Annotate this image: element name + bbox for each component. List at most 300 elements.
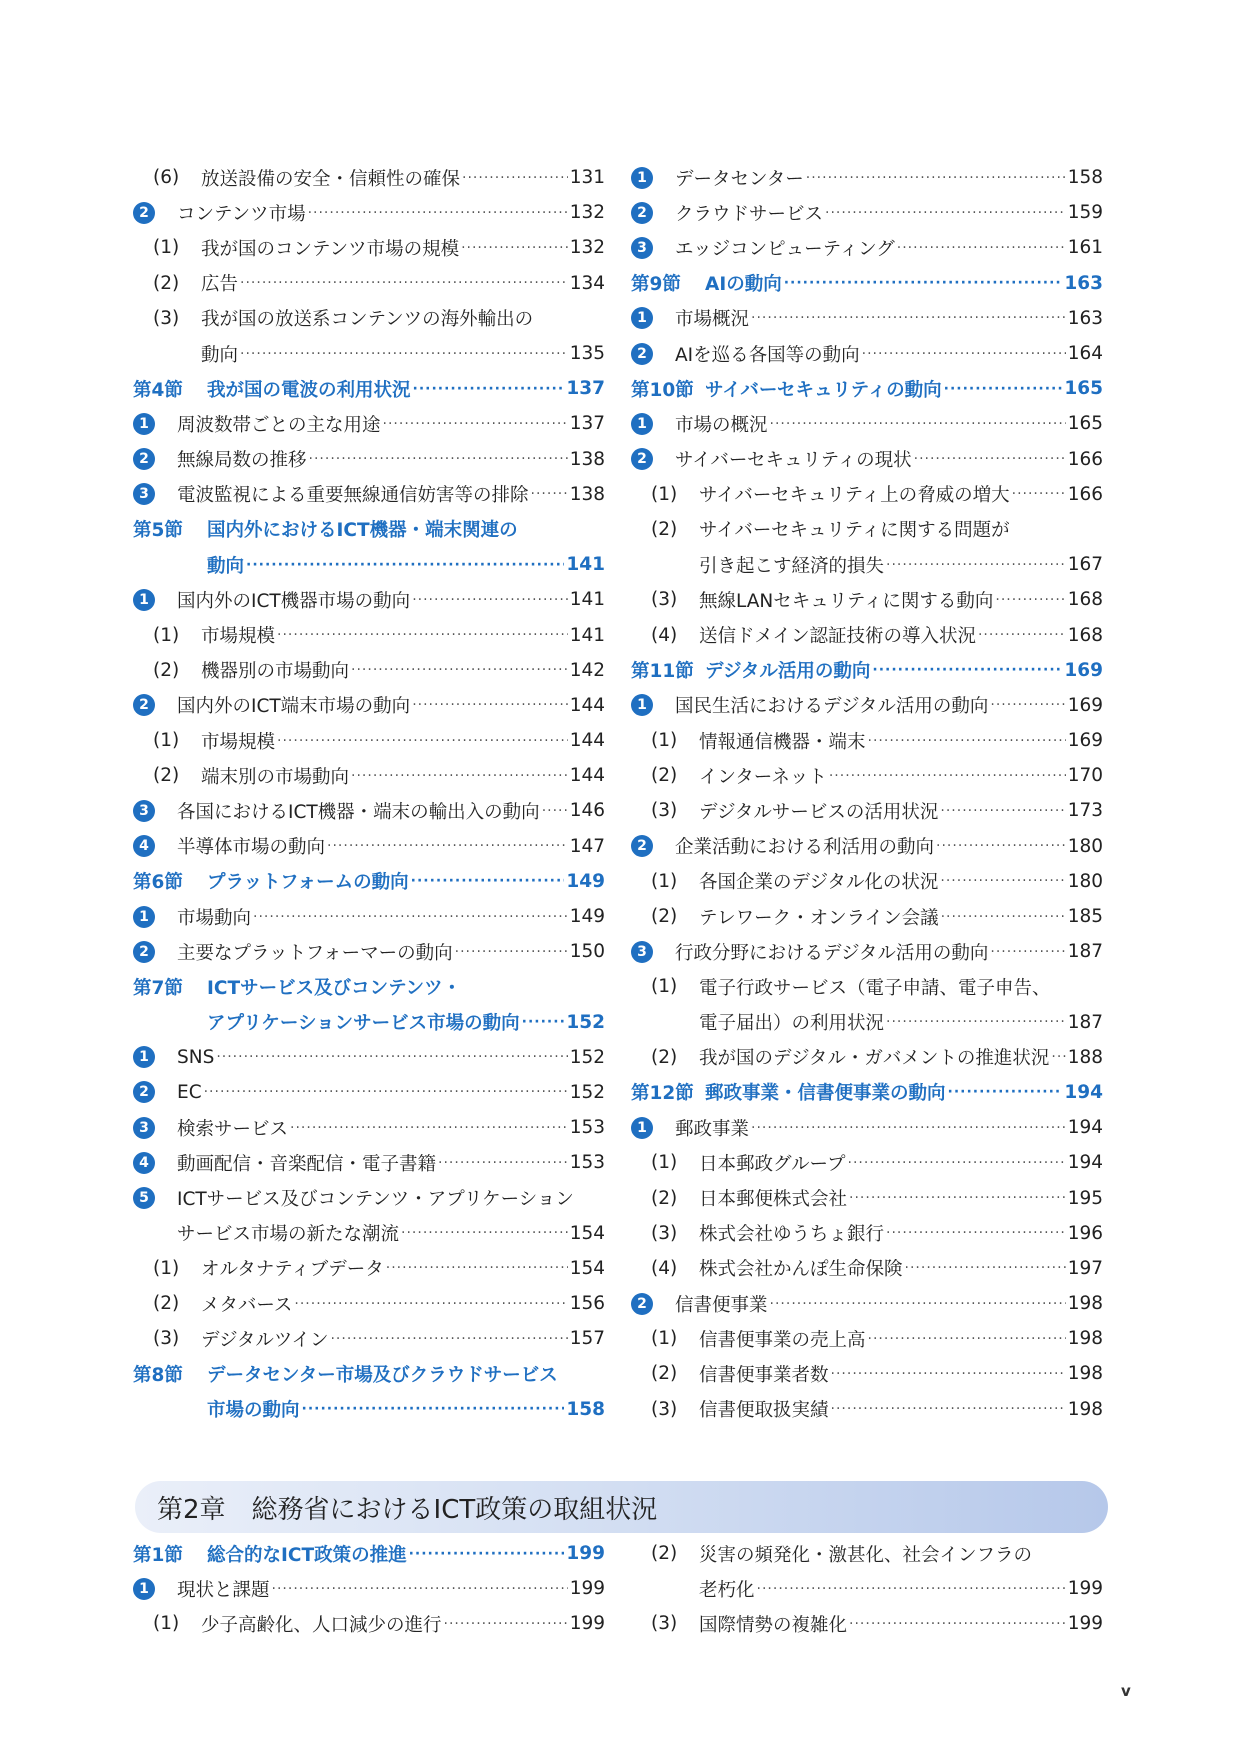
page-reference: 132 [569,202,605,224]
entry-title: サイバーセキュリティの動向 [705,379,942,401]
page-reference: 157 [569,1328,605,1350]
entry-title: 国際情勢の複雑化 [699,1614,848,1636]
dot-leader [990,697,1065,713]
entry-title: 我が国のデジタル・ガバメントの推進状況 [699,1048,1050,1070]
toc-subitem-entry[interactable] [631,969,1103,1004]
page-reference: 152 [566,1011,605,1033]
page-reference: 168 [1067,624,1103,646]
entry-title: 市場概況 [675,309,750,331]
toc-section-entry[interactable] [133,1005,605,1040]
page-reference: 187 [1067,1011,1103,1033]
page-reference: 134 [569,272,605,294]
dot-leader [412,592,568,608]
entry-title: 電波監視による重要無線通信妨害等の排除 [177,485,529,507]
toc-subitem-entry[interactable] [133,266,605,301]
page-reference: 159 [1067,202,1103,224]
page-reference: 197 [1067,1257,1103,1279]
toc-item-entry[interactable] [133,1180,605,1215]
dot-leader [757,1581,1066,1597]
dot-leader [944,381,1063,397]
dot-leader [308,205,568,221]
dot-leader [990,944,1065,960]
dot-leader [941,909,1066,925]
page-reference: 166 [1067,448,1103,470]
page-reference: 167 [1067,554,1103,576]
dot-leader [455,944,568,960]
page-reference: 198 [1067,1328,1103,1350]
toc-subitem-entry[interactable] [133,758,605,793]
numbered-circle-icon [133,448,177,470]
subitem-number: (1) [153,1257,180,1279]
entry-title: 放送設備の安全・信頼性の確保 [201,168,461,190]
page-number: v [1121,1682,1131,1700]
page-reference: 154 [569,1222,605,1244]
page-reference: 198 [1067,1363,1103,1385]
entry-title: デジタルサービスの活用状況 [699,801,939,823]
page-reference: 185 [1067,906,1103,928]
page-reference: 153 [569,1152,605,1174]
entry-title: AIの動向 [705,274,782,296]
subitem-number: (1) [651,976,678,998]
toc-subitem-entry[interactable] [133,617,605,652]
toc-item-entry[interactable] [133,477,605,512]
toc-subitem-entry[interactable] [631,1571,1103,1606]
toc-item-entry[interactable] [133,442,605,477]
entry-title: 主要なプラットフォーマーの動向 [177,942,453,964]
subitem-number: (4) [651,624,678,646]
toc-item-entry[interactable] [631,1286,1103,1321]
page-reference: 146 [569,800,605,822]
entry-title: 行政分野におけるデジタル活用の動向 [675,942,989,964]
toc-subitem-entry[interactable] [133,723,605,758]
entry-title: 動向 [207,555,245,577]
subitem-number: (2) [153,765,180,787]
dot-leader [462,170,568,186]
entry-title: サイバーセキュリティに関する問題が [699,520,1010,542]
entry-title: 少子高齢化、人口減少の進行 [201,1614,442,1636]
toc-item-entry[interactable] [133,829,605,864]
numbered-circle-icon [133,1578,177,1600]
toc-section-entry[interactable] [631,653,1103,688]
number-badge: 2 [631,202,653,224]
subitem-number: (4) [651,1257,678,1279]
subitem-number: (3) [153,1328,180,1350]
page-reference: 195 [1067,1187,1103,1209]
page-reference: 138 [569,483,605,505]
toc-item-entry[interactable] [133,1040,605,1075]
dot-leader [351,662,568,678]
entry-title: サイバーセキュリティ上の脅威の増大 [699,485,1010,507]
toc-subitem-entry[interactable] [631,582,1103,617]
number-badge: 2 [631,343,653,365]
entry-title: デジタルツイン [201,1329,329,1351]
dot-leader [438,1155,568,1171]
entry-title: データセンター [675,168,804,190]
page-reference: 141 [569,624,605,646]
toc-section-entry[interactable] [631,371,1103,406]
entry-title: サービス市場の新たな潮流 [177,1224,400,1246]
subitem-number: (1) [651,483,678,505]
toc-subitem-entry[interactable] [631,1321,1103,1356]
dot-leader [409,1546,565,1562]
dot-leader [386,1260,568,1276]
toc-subitem-entry[interactable] [631,1536,1103,1571]
toc-item-entry[interactable] [133,688,605,723]
dot-leader [849,1616,1066,1632]
section-number: 第10節 [631,379,694,401]
subitem-number: (2) [651,1543,678,1565]
entry-title: アプリケーションサービス市場の動向 [207,1013,520,1035]
toc-subitem-entry[interactable] [133,230,605,265]
numbered-circle-icon [631,1293,675,1315]
page-reference: 149 [566,870,605,892]
page-reference: 135 [569,343,605,365]
toc-item-entry[interactable] [631,829,1103,864]
dot-leader [831,1366,1066,1382]
dot-leader [751,1120,1066,1136]
page-reference: 152 [569,1081,605,1103]
entry-title: 情報通信機器・端末 [699,731,866,753]
numbered-circle-icon [133,202,177,224]
toc-subitem-entry[interactable] [631,1392,1103,1427]
dot-leader [1051,1049,1065,1065]
entry-title: 我が国の放送系コンテンツの海外輸出の [201,309,534,331]
subitem-number: (2) [153,272,180,294]
numbered-circle-icon [133,1187,177,1209]
dot-leader [253,909,568,925]
entry-title: 信書便取扱実績 [699,1400,829,1422]
toc-item-entry[interactable] [631,688,1103,723]
subitem-number: (2) [153,1293,180,1315]
subitem-number: (1) [651,1328,678,1350]
dot-leader [829,768,1066,784]
dot-leader [886,557,1066,573]
number-badge: 1 [133,1578,155,1600]
number-badge: 3 [133,800,155,822]
page-reference: 166 [1067,483,1103,505]
toc-item-entry[interactable] [133,1075,605,1110]
entry-title: 各国企業のデジタル化の状況 [699,872,939,894]
toc-right-column [631,160,1103,1427]
toc-subitem-entry[interactable] [631,899,1103,934]
number-badge: 2 [133,448,155,470]
entry-title: 広告 [201,274,239,296]
section-number: 第4節 [133,379,183,401]
page-reference: 163 [1067,307,1103,329]
entry-title: 信書便事業の売上高 [699,1329,866,1351]
numbered-circle-icon [133,483,177,505]
toc-item-entry[interactable] [631,406,1103,441]
dot-leader [542,803,568,819]
toc-section-entry[interactable] [631,266,1103,301]
page-reference: 154 [569,1257,605,1279]
dot-leader [905,1260,1066,1276]
toc-section-entry[interactable] [133,371,605,406]
page-reference: 132 [569,237,605,259]
toc-section-entry[interactable] [133,547,605,582]
number-badge: 4 [133,835,155,857]
entry-title: 日本郵便株式会社 [699,1189,848,1211]
dot-leader [401,1225,568,1241]
entry-title: ICTサービス及びコンテンツ・ [207,977,462,999]
dot-leader [290,1120,568,1136]
page-reference: 198 [1067,1398,1103,1420]
dot-leader [914,451,1066,467]
toc-subitem-entry[interactable] [631,1251,1103,1286]
toc-subitem-entry[interactable] [133,653,605,688]
entry-title: 市場の概況 [675,414,768,436]
page-reference: 137 [566,378,605,400]
subitem-number: (2) [651,1046,678,1068]
numbered-circle-icon [631,413,675,435]
subitem-number: (1) [153,730,180,752]
page-reference: 165 [1067,413,1103,435]
dot-leader [770,1296,1066,1312]
toc-subitem-entry[interactable] [631,1180,1103,1215]
page-reference: 188 [1067,1046,1103,1068]
number-badge: 5 [133,1187,155,1209]
number-badge: 1 [631,413,653,435]
toc-subitem-entry[interactable] [631,1040,1103,1075]
toc-item-entry[interactable] [133,582,605,617]
dot-leader [412,697,568,713]
entry-title: テレワーク・オンライン会議 [699,907,939,929]
subitem-number: (2) [651,518,678,540]
number-badge: 1 [133,906,155,928]
toc-item-entry[interactable] [133,899,605,934]
toc-subitem-entry[interactable] [631,864,1103,899]
dot-leader [240,346,568,362]
toc-item-entry[interactable] [133,934,605,969]
numbered-circle-icon [631,941,675,963]
entry-title: ICTサービス及びコンテンツ・アプリケーション [177,1189,574,1211]
subitem-number: (1) [651,730,678,752]
toc-left-column [133,160,605,1427]
toc-subitem-entry[interactable] [631,547,1103,582]
dot-leader [849,1190,1066,1206]
toc-section-entry[interactable] [631,1075,1103,1110]
toc-section-entry[interactable] [133,512,605,547]
entry-title: 動向 [201,344,239,366]
subitem-number: (2) [153,659,180,681]
subitem-number: (1) [153,1613,180,1635]
numbered-circle-icon [631,343,675,365]
dot-leader [461,240,568,256]
page-reference: 180 [1067,870,1103,892]
toc-item-entry[interactable] [631,934,1103,969]
toc-subitem-entry[interactable] [133,1321,605,1356]
page-reference: 144 [569,765,605,787]
dot-leader [444,1616,568,1632]
number-badge: 2 [631,835,653,857]
entry-title: メタバース [201,1294,293,1316]
entry-title: 市場規模 [201,731,276,753]
toc-subitem-entry[interactable] [631,617,1103,652]
dot-leader [770,416,1066,432]
entry-title: 市場動向 [177,907,252,929]
section-number: 第1節 [133,1544,183,1566]
entry-title: 郵政事業・信書便事業の動向 [705,1083,946,1105]
entry-title: 株式会社ゆうちょ銀行 [699,1224,885,1246]
dot-leader [806,170,1066,186]
toc-subitem-entry[interactable] [133,301,605,336]
numbered-circle-icon [133,1117,177,1139]
numbered-circle-icon [631,694,675,716]
dot-leader [240,275,568,291]
toc-subitem-entry[interactable] [631,723,1103,758]
toc-subitem-entry[interactable] [631,1216,1103,1251]
subitem-number: (3) [651,1398,678,1420]
toc-subitem-entry[interactable] [631,1005,1103,1040]
dot-leader [784,275,1063,291]
entry-title: 国民生活におけるデジタル活用の動向 [675,696,989,718]
toc-item-entry[interactable] [631,442,1103,477]
numbered-circle-icon [133,906,177,928]
page-reference: 194 [1064,1081,1103,1103]
toc-item-entry[interactable] [133,793,605,828]
dot-leader [936,838,1066,854]
toc-item-entry[interactable] [631,1110,1103,1145]
toc-item-entry[interactable] [631,301,1103,336]
number-badge: 3 [631,941,653,963]
dot-leader [309,451,568,467]
toc-item-entry[interactable] [133,1110,605,1145]
entry-title: 周波数帯ごとの主な用途 [177,414,381,436]
entry-title: 市場規模 [201,626,276,648]
toc-subitem-entry[interactable] [133,1606,605,1641]
page-reference: 169 [1067,694,1103,716]
page-reference: 187 [1067,941,1103,963]
page-reference: 141 [566,554,605,576]
toc-subitem-entry[interactable] [133,336,605,371]
numbered-circle-icon [631,307,675,329]
page-reference: 153 [569,1117,605,1139]
toc-item-entry[interactable] [631,336,1103,371]
toc-subitem-entry[interactable] [631,793,1103,828]
subitem-number: (3) [153,307,180,329]
entry-title: クラウドサービス [675,203,824,225]
entry-title: デジタル活用の動向 [705,661,871,683]
entry-title: プラットフォームの動向 [207,872,409,894]
subitem-number: (3) [651,1222,678,1244]
chapter-heading-band [135,1481,1108,1533]
toc-subitem-entry[interactable] [133,1251,605,1286]
dot-leader [948,1084,1063,1100]
entry-title: 国内外のICT端末市場の動向 [177,696,411,718]
toc-section-entry[interactable] [133,1356,605,1391]
number-badge: 1 [133,413,155,435]
dot-leader [848,1155,1066,1171]
entry-title: 送信ドメイン認証技術の導入状況 [699,626,976,648]
page-reference: 161 [1067,237,1103,259]
page-reference: 163 [1064,272,1103,294]
numbered-circle-icon [133,1152,177,1174]
toc-section-entry[interactable] [133,969,605,1004]
toc-section-entry[interactable] [133,1392,605,1427]
toc-item-entry[interactable] [133,1571,605,1606]
number-badge: 1 [133,589,155,611]
number-badge: 3 [133,1117,155,1139]
dot-leader [531,486,568,502]
page-reference: 165 [1064,378,1103,400]
page-reference: 131 [569,167,605,189]
toc-section-entry[interactable] [133,1536,605,1571]
toc-item-entry[interactable] [133,1145,605,1180]
subitem-number: (3) [651,1613,678,1635]
subitem-number: (3) [651,589,678,611]
entry-title: 各国におけるICT機器・端末の輸出入の動向 [177,801,540,823]
toc-subitem-entry[interactable] [631,1145,1103,1180]
section-number: 第11節 [631,661,694,683]
entry-title: 電子届出）の利用状況 [699,1013,885,1035]
page-reference: 199 [569,1613,605,1635]
toc-subitem-entry[interactable] [631,512,1103,547]
toc-subitem-entry[interactable] [631,1356,1103,1391]
entry-title: SNS [177,1046,215,1068]
dot-leader [246,557,564,573]
dot-leader [413,381,565,397]
entry-title: 郵政事業 [675,1118,750,1140]
toc-item-entry[interactable] [631,160,1103,195]
entry-title: 我が国のコンテンツ市場の規模 [201,238,460,260]
dot-leader [825,205,1066,221]
entry-title: 現状と課題 [177,1579,270,1601]
dot-leader [272,1581,568,1597]
entry-title: 動画配信・音楽配信・電子書籍 [177,1153,437,1175]
toc-subitem-entry[interactable] [631,758,1103,793]
subitem-number: (2) [651,1187,678,1209]
dot-leader [330,1331,567,1347]
toc-subitem-entry[interactable] [133,160,605,195]
dot-leader [204,1084,568,1100]
toc-item-entry[interactable] [133,195,605,230]
toc-item-entry[interactable] [631,230,1103,265]
entry-title: サイバーセキュリティの現状 [675,450,912,472]
subitem-number: (3) [651,800,678,822]
toc-subitem-entry[interactable] [133,1286,605,1321]
entry-title: 信書便事業者数 [699,1364,829,1386]
toc-item-entry[interactable] [631,195,1103,230]
page-reference: 150 [569,941,605,963]
page-reference: 144 [569,694,605,716]
dot-leader [411,873,565,889]
page-reference: 194 [1067,1117,1103,1139]
page-reference: 199 [1067,1613,1103,1635]
numbered-circle-icon [631,835,675,857]
number-badge: 2 [133,202,155,224]
dot-leader [522,1014,565,1030]
dot-leader [886,1225,1066,1241]
page-reference: 194 [1067,1152,1103,1174]
page-reference: 141 [569,589,605,611]
toc-item-entry[interactable] [133,1216,605,1251]
entry-title: 国内外におけるICT機器・端末関連の [207,520,518,542]
toc-section-entry[interactable] [133,864,605,899]
dot-leader [327,838,568,854]
entry-title: 株式会社かんぽ生命保険 [699,1259,903,1281]
section-number: 第6節 [133,872,183,894]
toc-subitem-entry[interactable] [631,477,1103,512]
page-reference: 170 [1067,765,1103,787]
entry-title: 老朽化 [699,1579,755,1601]
page-reference: 168 [1067,589,1103,611]
number-badge: 1 [631,694,653,716]
page-reference: 137 [569,413,605,435]
section-number: 第7節 [133,977,183,999]
page-reference: 156 [569,1293,605,1315]
toc-item-entry[interactable] [133,406,605,441]
toc-subitem-entry[interactable] [631,1606,1103,1641]
